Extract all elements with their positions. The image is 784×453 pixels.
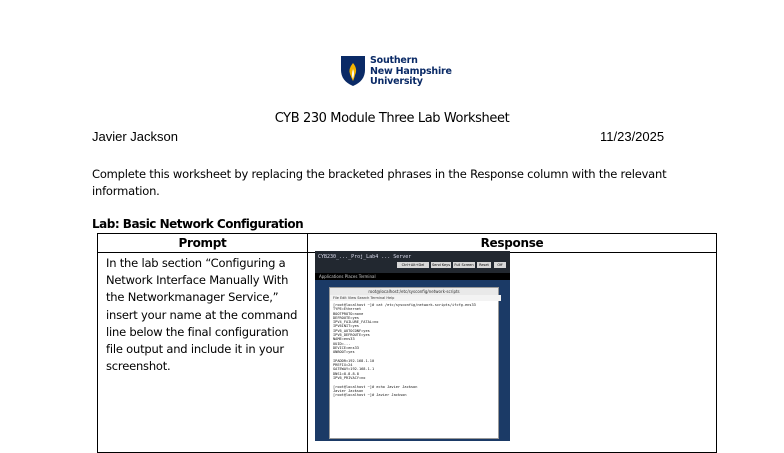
- terminal-line: UUID=...: [333, 341, 351, 346]
- terminal-line: IPADDR=192.168.1.10: [333, 358, 375, 363]
- terminal-output: [333, 303, 493, 398]
- snhu-logo: [340, 55, 460, 89]
- response-screenshot: [315, 251, 510, 441]
- terminal-line: NAME=ens33: [333, 337, 355, 342]
- prompt-header: Prompt: [178, 236, 227, 250]
- logo-line-1: Southern: [370, 55, 418, 66]
- terminal-menu: File Edit View Search Terminal Help: [330, 295, 501, 301]
- terminal-line: Javier Jackson: [333, 388, 364, 393]
- section-title: Lab: Basic Network Configuration: [92, 217, 304, 231]
- terminal-line: TYPE=Ethernet: [333, 307, 362, 312]
- vm-full-screen-button[interactable]: Full Screen: [454, 263, 474, 267]
- logo-line-3: University: [370, 76, 423, 87]
- vm-reset-button[interactable]: Reset: [477, 262, 491, 268]
- terminal-line: DEFROUTE=yes: [333, 315, 359, 320]
- terminal-line: BOOTPROTO=none: [333, 311, 364, 316]
- vm-title: CYB230_..._Proj_Lab4 ... Server: [318, 254, 412, 260]
- terminal-line: [root@localhost ~]# echo Javier Jackson: [333, 384, 418, 389]
- logo-wordmark: [370, 56, 452, 88]
- response-header: Response: [480, 236, 544, 250]
- terminal-window: [329, 287, 499, 439]
- vm-toolbar: [315, 251, 510, 273]
- response-table: [97, 233, 717, 453]
- terminal-line: IPV6_AUTOCONF=yes: [333, 328, 370, 333]
- terminal-line: [root@localhost ~]# cat /etc/sysconfig/network-scripts/ifcfg-ens33: [333, 303, 476, 307]
- terminal-line: IPV6_PRIVACY=no: [333, 376, 366, 381]
- vm-off-button[interactable]: Off: [494, 262, 506, 268]
- logo-line-2: New Hampshire: [370, 65, 452, 77]
- terminal-line: DEVICE=ens33: [333, 345, 359, 350]
- guest-desktop: [315, 273, 510, 441]
- vm-ctrl-alt-del-button[interactable]: Ctrl+Alt+Del: [397, 262, 429, 268]
- desktop-menu: Applications Places Terminal: [319, 274, 376, 279]
- terminal-line: ONBOOT=yes: [333, 350, 355, 355]
- terminal-line: DNS1=8.8.8.8: [333, 371, 359, 376]
- flame-shield-icon: [340, 55, 366, 87]
- terminal-line: IPV4_FAILURE_FATAL=no: [333, 320, 379, 325]
- worksheet-date: 11/23/2025: [600, 129, 665, 144]
- terminal-line: IPV6_DEFROUTE=yes: [333, 333, 370, 338]
- vm-send-keys-button[interactable]: Send Keys: [431, 263, 451, 267]
- column-divider: [307, 234, 308, 452]
- author-name: Javier Jackson: [92, 129, 178, 144]
- instructions: Complete this worksheet by replacing the bracketed phrases in the Response column with the relevant information.: [92, 167, 667, 198]
- terminal-title: root@localhost:/etc/sysconfig/network-scripts: [330, 288, 498, 295]
- terminal-line: GATEWAY=192.168.1.1: [333, 367, 375, 372]
- terminal-line: IPV6INIT=yes: [333, 324, 359, 329]
- terminal-line: PREFIX=24: [333, 363, 353, 368]
- worksheet-title: CYB 230 Module Three Lab Worksheet: [274, 111, 510, 126]
- terminal-line: [root@localhost ~]# Javier Jackson: [333, 393, 407, 398]
- prompt-cell: In the lab section “Configuring a Network Interface Manually With the Networkmanager Service,” insert your name at the command line below the final configuration file output and include it in your screenshot.: [106, 256, 298, 374]
- desktop-top-bar: [315, 273, 510, 280]
